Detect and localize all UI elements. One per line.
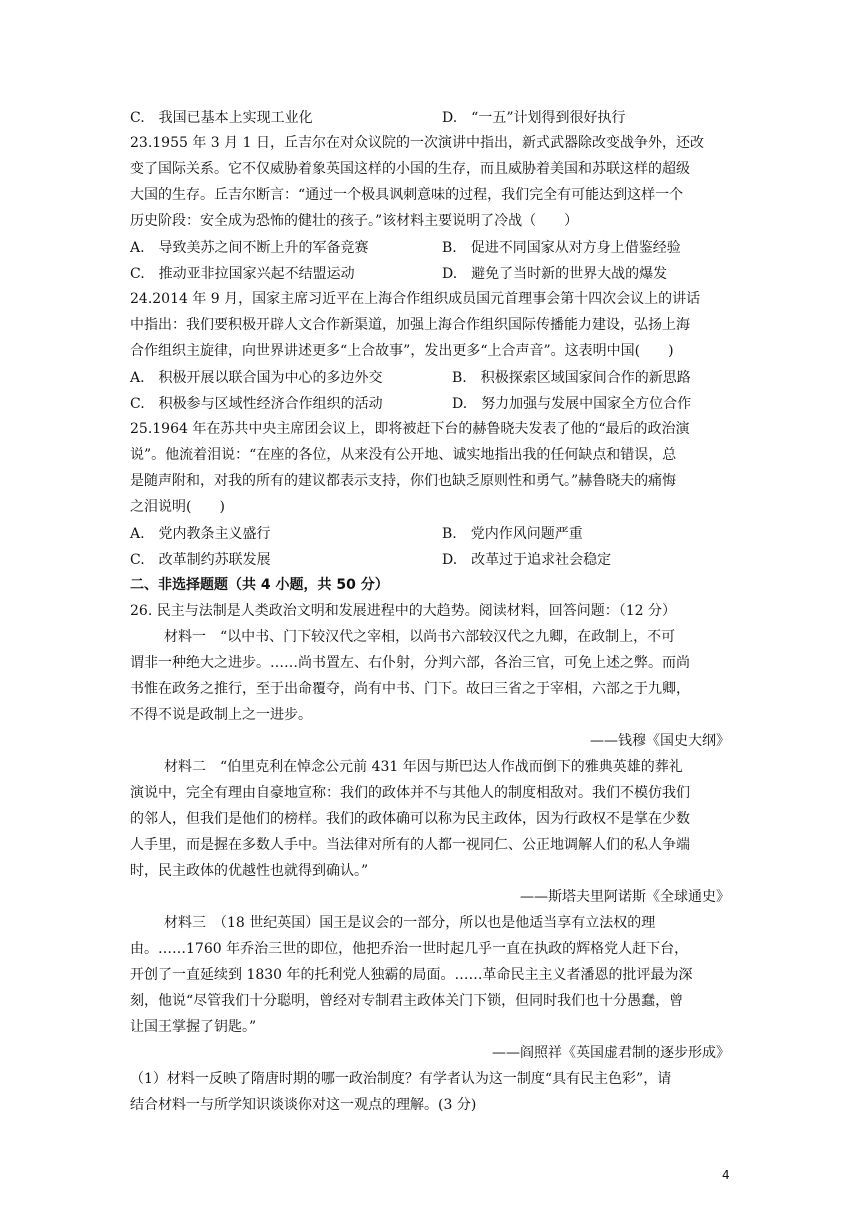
q25-stem-line-3: 是随声附和，对我的所有的建议都表示支持，你们也缺乏原则性和勇气。”赫鲁晓夫的痛悔 — [130, 473, 677, 489]
q24-options-row-2 — [130, 393, 730, 413]
q23-options-row-1 — [130, 237, 730, 257]
q24-option-a: A. 积极开展以联合国为中心的多边外交 — [130, 370, 383, 386]
q24-options-row-1 — [130, 367, 730, 387]
q26-material1-line-3: 书惟在政务之推行，至于出命覆夺，尚有中书、门下。故曰三省之于宰相，六部之于九卿， — [130, 681, 690, 697]
q24-option-b: B. 积极探索区域国家间合作的新思路 — [452, 370, 691, 386]
q24-stem-line-1: 24.2014 年 9 月，国家主席习近平在上海合作组织成员国元首理事会第十四次会议上的讲话 — [130, 291, 701, 307]
q26-material3-line-4: 刻，他说“尽管我们十分聪明，曾经对专制君主政体关门下锁，但同时我们也十分愚蠢，曾 — [130, 993, 684, 1009]
q26-material2-line-2: 演说中，完全有理由自豪地宣称：我们的政体并不与其他人的制度相敌对。我们不模仿我们 — [130, 785, 690, 801]
q25-stem-line-4: 之泪说明( ) — [130, 499, 225, 515]
q26-sub1-line-1: （1）材料一反映了隋唐时期的哪一政治制度？有学者认为这一制度“具有民主色彩”，请 — [130, 1071, 672, 1087]
q25-option-a: A. 党内教条主义盛行 — [130, 526, 271, 542]
q26-material3-line-5: 让国王掌握了钥匙。” — [130, 1019, 257, 1035]
q23-stem-line-1: 23.1955 年 3 月 1 日，丘吉尔在对众议院的一次演讲中指出，新式武器除改变战争外，还改 — [130, 135, 704, 151]
q26-material3-line-2: 由。……1760 年乔治三世的即位，他把乔治一世时起几乎一直在执政的辉格党人赶下台， — [130, 941, 689, 957]
q22-options-row — [130, 107, 730, 127]
q22-option-c: C. 我国已基本上实现工业化 — [130, 110, 313, 126]
q26-material2-line-4: 人手里，而是握在多数人手中。当法律对所有的人都一视同仁、公正地调解人们的私人争端 — [130, 837, 690, 853]
q24-stem-line-2: 中指出：我们要积极开辟人文合作新渠道，加强上海合作组织国际传播能力建设，弘扬上海 — [130, 317, 690, 333]
q26-material2-line-5: 时，民主政体的优越性也就得到确认。” — [130, 863, 369, 879]
q23-option-a: A. 导致美苏之间不断上升的军备竞赛 — [130, 240, 369, 256]
q26-sub1-line-2: 结合材料一与所学知识谈谈你对这一观点的理解。(3 分) — [130, 1097, 477, 1113]
q26-source-2: ——斯塔夫里阿诺斯《全球通史》 — [520, 889, 730, 905]
q26-material2-line-3: 的邻人，但我们是他们的榜样。我们的政体确可以称为民主政体，因为行政权不是掌在少数 — [130, 811, 690, 827]
q25-option-c: C. 改革制约苏联发展 — [130, 552, 271, 568]
q26-material3-line-3: 开创了一直延续到 1830 年的托利党人独霸的局面。……革命民主主义者潘恩的批评最为深 — [130, 967, 693, 983]
q25-options-row-2 — [130, 549, 730, 569]
q25-option-b: B. 党内作风问题严重 — [442, 526, 583, 542]
q23-stem-line-2: 变了国际关系。它不仅威胁着象英国这样的小国的生存，而且威胁着美国和苏联这样的超级 — [130, 161, 690, 177]
q25-options-row-1 — [130, 523, 730, 543]
q26-material3-line-1: 材料三 （18 世纪英国）国王是议会的一部分，所以也是他适当享有立法权的理 — [164, 915, 656, 931]
q26-intro: 26. 民主与法制是人类政治文明和发展进程中的大趋势。阅读材料，回答问题：（12 分） — [130, 603, 676, 619]
page-number: 4 — [722, 1168, 730, 1182]
q23-option-d: D. 避免了当时新的世界大战的爆发 — [442, 266, 668, 282]
q26-source-1: ——钱穆《国史大纲》 — [590, 733, 730, 749]
q23-stem-line-3: 大国的生存。丘吉尔断言：“通过一个极具讽刺意味的过程，我们完全有可能达到这样一个 — [130, 187, 684, 203]
q23-option-c: C. 推动亚非拉国家兴起不结盟运动 — [130, 266, 355, 282]
q23-option-b: B. 促进不同国家从对方身上借鉴经验 — [442, 240, 681, 256]
q26-material1-line-1: 材料一 “以中书、门下较汉代之宰相，以尚书六部较汉代之九卿，在政制上，不可 — [164, 629, 676, 645]
q26-material1-line-4: 不得不说是政制上之一进步。 — [130, 707, 312, 723]
q24-option-c: C. 积极参与区域性经济合作组织的活动 — [130, 396, 383, 412]
q26-material1-line-2: 谓非一种绝大之进步。……尚书置左、右仆射，分判六部，各治三官，可免上述之弊。而尚 — [130, 655, 690, 671]
q24-option-d: D. 努力加强与发展中国家全方位合作 — [452, 396, 692, 412]
q26-material2-line-1: 材料二 “伯里克利在悼念公元前 431 年因与斯巴达人作战而倒下的雅典英雄的葬礼 — [164, 759, 683, 775]
q25-stem-line-1: 25.1964 年在苏共中央主席团会议上，即将被赶下台的赫鲁晓夫发表了他的“最后的政治演 — [130, 421, 690, 437]
q22-option-d: D. “一五”计划得到很好执行 — [442, 110, 626, 126]
q25-stem-line-2: 说”。他流着泪说：“在座的各位，从来没有公开地、诚实地指出我的任何缺点和错误，总 — [130, 447, 677, 463]
section-heading: 二、非选择题题（共 4 小题，共 50 分） — [130, 577, 389, 593]
q24-stem-line-3: 合作组织主旋律，向世界讲述更多“上合故事”，发出更多“上合声音”。这表明中国( ) — [130, 343, 674, 359]
q25-option-d: D. 改革过于追求社会稳定 — [442, 552, 612, 568]
q23-options-row-2 — [130, 263, 730, 283]
q26-source-3: ——阎照祥《英国虚君制的逐步形成》 — [492, 1045, 730, 1061]
q23-stem-line-4: 历史阶段：安全成为恐怖的健壮的孩子。”该材料主要说明了冷战（ ） — [130, 213, 579, 229]
